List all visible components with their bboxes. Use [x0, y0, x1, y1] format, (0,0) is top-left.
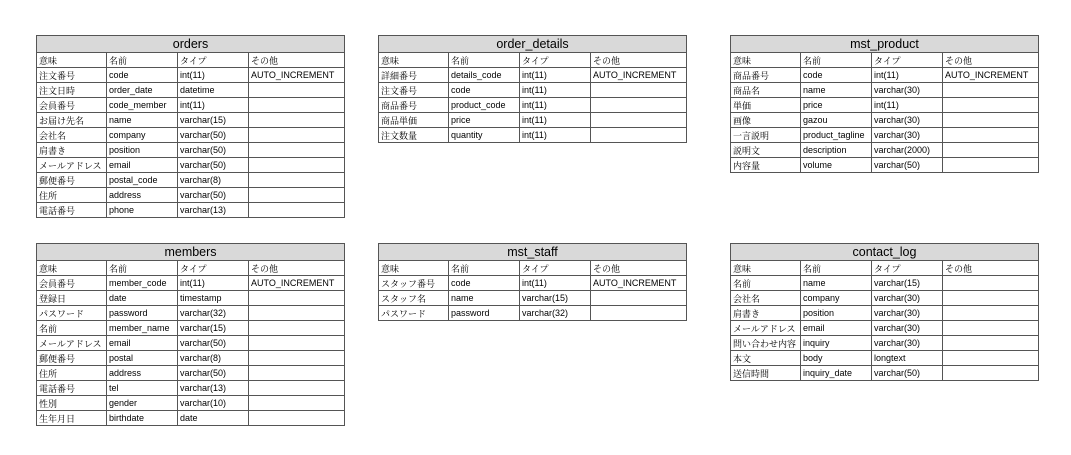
column-header: 名前: [107, 261, 178, 276]
table-cell: 肩書き: [731, 306, 801, 321]
table-cell: [249, 306, 345, 321]
table-cell: order_date: [107, 83, 178, 98]
table-row: [731, 158, 1039, 173]
table-cell: 画像: [731, 113, 801, 128]
column-header: その他: [249, 53, 345, 68]
table-cell: member_name: [107, 321, 178, 336]
table-cell: varchar(30): [872, 321, 943, 336]
table-cell: [249, 143, 345, 158]
table-title: mst_staff: [379, 244, 687, 261]
table-cell: 詳細番号: [379, 68, 449, 83]
table-cell: [943, 336, 1039, 351]
table-cell: varchar(50): [178, 188, 249, 203]
table-title-row: [731, 36, 1039, 53]
table-cell: 会社名: [37, 128, 107, 143]
table-cell: position: [801, 306, 872, 321]
table-cell: description: [801, 143, 872, 158]
table-cell: datetime: [178, 83, 249, 98]
table-cell: スタッフ番号: [379, 276, 449, 291]
table-cell: [943, 291, 1039, 306]
table-row: [37, 98, 345, 113]
table-row: [37, 128, 345, 143]
table-row: [731, 291, 1039, 306]
table-cell: int(11): [520, 128, 591, 143]
table-cell: [591, 306, 687, 321]
table-mst-staff: [378, 243, 687, 321]
table-cell: code: [107, 68, 178, 83]
table-cell: 内容量: [731, 158, 801, 173]
table-cell: 住所: [37, 188, 107, 203]
table-cell: address: [107, 366, 178, 381]
table-cell: inquiry: [801, 336, 872, 351]
table-cell: [249, 291, 345, 306]
table-row: [731, 143, 1039, 158]
table-cell: [943, 276, 1039, 291]
table-title-row: [379, 244, 687, 261]
table-cell: [943, 351, 1039, 366]
table-row: [731, 321, 1039, 336]
table-cell: password: [449, 306, 520, 321]
table-cell: tel: [107, 381, 178, 396]
table-row: [379, 83, 687, 98]
table-header-row: [37, 53, 345, 68]
table-title: contact_log: [731, 244, 1039, 261]
table-cell: AUTO_INCREMENT: [249, 68, 345, 83]
table-cell: date: [107, 291, 178, 306]
table-cell: int(11): [872, 98, 943, 113]
column-header: その他: [591, 53, 687, 68]
table-cell: varchar(15): [178, 321, 249, 336]
table-row: [37, 336, 345, 351]
table-cell: position: [107, 143, 178, 158]
table-cell: [943, 366, 1039, 381]
column-header: 名前: [801, 53, 872, 68]
table-cell: メールアドレス: [37, 336, 107, 351]
table-cell: details_code: [449, 68, 520, 83]
table-cell: gazou: [801, 113, 872, 128]
table-row: [37, 351, 345, 366]
column-header: 名前: [801, 261, 872, 276]
column-header: その他: [943, 53, 1039, 68]
table-cell: varchar(30): [872, 113, 943, 128]
table-cell: 注文番号: [37, 68, 107, 83]
table-cell: varchar(32): [178, 306, 249, 321]
table-row: [731, 113, 1039, 128]
table-cell: int(11): [520, 113, 591, 128]
table-cell: 注文数量: [379, 128, 449, 143]
table-row: [731, 98, 1039, 113]
table-row: [731, 128, 1039, 143]
table-row: [37, 321, 345, 336]
table-cell: varchar(50): [872, 158, 943, 173]
table-title-row: [379, 36, 687, 53]
table-cell: name: [801, 83, 872, 98]
table-cell: varchar(10): [178, 396, 249, 411]
table-cell: 名前: [731, 276, 801, 291]
table-orders: [36, 35, 345, 218]
table-cell: [249, 158, 345, 173]
table-cell: [249, 173, 345, 188]
table-cell: postal_code: [107, 173, 178, 188]
column-header: タイプ: [872, 261, 943, 276]
table-cell: code: [449, 83, 520, 98]
table-cell: longtext: [872, 351, 943, 366]
table-cell: int(11): [520, 98, 591, 113]
table-cell: body: [801, 351, 872, 366]
table-cell: 会員番号: [37, 98, 107, 113]
table-cell: varchar(15): [178, 113, 249, 128]
table-cell: 商品名: [731, 83, 801, 98]
table-cell: varchar(50): [178, 158, 249, 173]
table-cell: product_code: [449, 98, 520, 113]
table-row: [379, 276, 687, 291]
table-row: [379, 291, 687, 306]
table-cell: company: [801, 291, 872, 306]
table-row: [37, 203, 345, 218]
table-cell: int(11): [520, 68, 591, 83]
table-cell: int(11): [178, 98, 249, 113]
table-cell: 電話番号: [37, 203, 107, 218]
table-cell: name: [107, 113, 178, 128]
table-cell: email: [801, 321, 872, 336]
table-title: members: [37, 244, 345, 261]
table-row: [731, 336, 1039, 351]
table-cell: varchar(50): [178, 336, 249, 351]
table-cell: email: [107, 336, 178, 351]
table-header-row: [379, 53, 687, 68]
table-cell: varchar(50): [872, 366, 943, 381]
column-header: 意味: [731, 261, 801, 276]
table-cell: パスワード: [379, 306, 449, 321]
table-title-row: [37, 36, 345, 53]
column-header: 意味: [379, 261, 449, 276]
table-cell: 商品単価: [379, 113, 449, 128]
table-row: [379, 113, 687, 128]
table-row: [37, 83, 345, 98]
column-header: タイプ: [520, 53, 591, 68]
table-cell: 住所: [37, 366, 107, 381]
table-cell: [249, 188, 345, 203]
table-cell: [591, 291, 687, 306]
column-header: 名前: [449, 261, 520, 276]
table-row: [379, 98, 687, 113]
table-title-row: [731, 244, 1039, 261]
table-cell: 本文: [731, 351, 801, 366]
table-row: [37, 411, 345, 426]
column-header: 意味: [379, 53, 449, 68]
table-cell: int(11): [178, 276, 249, 291]
table-cell: 生年月日: [37, 411, 107, 426]
table-cell: varchar(30): [872, 291, 943, 306]
table-cell: メールアドレス: [731, 321, 801, 336]
table-cell: postal: [107, 351, 178, 366]
table-cell: [249, 83, 345, 98]
table-row: [731, 351, 1039, 366]
table-cell: member_code: [107, 276, 178, 291]
table-cell: varchar(30): [872, 336, 943, 351]
table-cell: [249, 113, 345, 128]
table-row: [37, 291, 345, 306]
table-cell: 単価: [731, 98, 801, 113]
table-cell: varchar(50): [178, 128, 249, 143]
table-cell: quantity: [449, 128, 520, 143]
table-cell: name: [801, 276, 872, 291]
table-cell: varchar(30): [872, 128, 943, 143]
table-cell: [249, 396, 345, 411]
table-cell: date: [178, 411, 249, 426]
table-header-row: [731, 53, 1039, 68]
table-cell: 説明文: [731, 143, 801, 158]
table-cell: int(11): [178, 68, 249, 83]
table-contact-log: [730, 243, 1039, 381]
table-cell: 商品番号: [379, 98, 449, 113]
table-cell: phone: [107, 203, 178, 218]
column-header: その他: [943, 261, 1039, 276]
table-cell: price: [449, 113, 520, 128]
table-row: [37, 188, 345, 203]
table-cell: code: [449, 276, 520, 291]
table-cell: [249, 336, 345, 351]
table-cell: [943, 158, 1039, 173]
table-row: [37, 366, 345, 381]
table-cell: 問い合わせ内容: [731, 336, 801, 351]
table-row: [379, 68, 687, 83]
table-cell: 登録日: [37, 291, 107, 306]
table-cell: [249, 98, 345, 113]
column-header: その他: [591, 261, 687, 276]
table-cell: varchar(13): [178, 381, 249, 396]
table-cell: パスワード: [37, 306, 107, 321]
table-title: order_details: [379, 36, 687, 53]
table-cell: メールアドレス: [37, 158, 107, 173]
table-cell: timestamp: [178, 291, 249, 306]
table-cell: [943, 321, 1039, 336]
table-cell: email: [107, 158, 178, 173]
table-title: orders: [37, 36, 345, 53]
table-cell: お届け先名: [37, 113, 107, 128]
table-cell: [943, 98, 1039, 113]
table-row: [37, 143, 345, 158]
table-row: [731, 276, 1039, 291]
column-header: タイプ: [520, 261, 591, 276]
table-cell: code: [801, 68, 872, 83]
table-cell: varchar(8): [178, 351, 249, 366]
table-mst-product: [730, 35, 1039, 173]
table-row: [37, 306, 345, 321]
table-cell: AUTO_INCREMENT: [591, 68, 687, 83]
table-cell: [591, 113, 687, 128]
table-cell: varchar(50): [178, 143, 249, 158]
table-cell: varchar(15): [872, 276, 943, 291]
table-cell: int(11): [872, 68, 943, 83]
table-row: [731, 68, 1039, 83]
table-cell: [591, 128, 687, 143]
table-cell: 郵便番号: [37, 173, 107, 188]
table-cell: 会員番号: [37, 276, 107, 291]
table-title: mst_product: [731, 36, 1039, 53]
table-cell: [249, 351, 345, 366]
table-cell: [943, 306, 1039, 321]
table-cell: [249, 366, 345, 381]
table-row: [37, 173, 345, 188]
table-cell: int(11): [520, 276, 591, 291]
table-cell: varchar(15): [520, 291, 591, 306]
table-cell: [249, 381, 345, 396]
column-header: 名前: [107, 53, 178, 68]
table-row: [731, 306, 1039, 321]
table-cell: 肩書き: [37, 143, 107, 158]
table-row: [37, 381, 345, 396]
table-row: [379, 128, 687, 143]
table-cell: int(11): [520, 83, 591, 98]
table-cell: 注文番号: [379, 83, 449, 98]
table-row: [37, 158, 345, 173]
table-header-row: [731, 261, 1039, 276]
table-cell: 商品番号: [731, 68, 801, 83]
column-header: 意味: [731, 53, 801, 68]
table-cell: name: [449, 291, 520, 306]
table-cell: 会社名: [731, 291, 801, 306]
column-header: タイプ: [178, 261, 249, 276]
column-header: 意味: [37, 261, 107, 276]
table-row: [379, 306, 687, 321]
table-cell: [249, 411, 345, 426]
table-cell: varchar(13): [178, 203, 249, 218]
table-row: [37, 276, 345, 291]
table-cell: AUTO_INCREMENT: [943, 68, 1039, 83]
table-order-details: [378, 35, 687, 143]
table-cell: 電話番号: [37, 381, 107, 396]
table-title-row: [37, 244, 345, 261]
table-cell: [249, 203, 345, 218]
table-cell: varchar(8): [178, 173, 249, 188]
table-row: [731, 366, 1039, 381]
column-header: 名前: [449, 53, 520, 68]
table-cell: company: [107, 128, 178, 143]
table-cell: gender: [107, 396, 178, 411]
table-cell: 郵便番号: [37, 351, 107, 366]
table-members: [36, 243, 345, 426]
table-cell: password: [107, 306, 178, 321]
table-row: [731, 83, 1039, 98]
table-cell: [943, 128, 1039, 143]
table-cell: [943, 113, 1039, 128]
table-cell: 性別: [37, 396, 107, 411]
table-cell: 送信時間: [731, 366, 801, 381]
table-cell: inquiry_date: [801, 366, 872, 381]
table-cell: varchar(32): [520, 306, 591, 321]
table-cell: 注文日時: [37, 83, 107, 98]
table-cell: [943, 143, 1039, 158]
table-cell: スタッフ名: [379, 291, 449, 306]
table-cell: varchar(30): [872, 306, 943, 321]
table-cell: 名前: [37, 321, 107, 336]
column-header: 意味: [37, 53, 107, 68]
table-cell: AUTO_INCREMENT: [591, 276, 687, 291]
table-cell: birthdate: [107, 411, 178, 426]
column-header: タイプ: [178, 53, 249, 68]
table-row: [37, 68, 345, 83]
table-row: [37, 113, 345, 128]
table-header-row: [37, 261, 345, 276]
table-cell: varchar(30): [872, 83, 943, 98]
table-cell: volume: [801, 158, 872, 173]
table-cell: address: [107, 188, 178, 203]
table-row: [37, 396, 345, 411]
column-header: タイプ: [872, 53, 943, 68]
table-cell: code_member: [107, 98, 178, 113]
column-header: その他: [249, 261, 345, 276]
table-cell: [249, 128, 345, 143]
table-cell: 一言説明: [731, 128, 801, 143]
table-cell: price: [801, 98, 872, 113]
table-cell: [943, 83, 1039, 98]
table-cell: [591, 83, 687, 98]
table-cell: product_tagline: [801, 128, 872, 143]
table-cell: varchar(2000): [872, 143, 943, 158]
table-cell: varchar(50): [178, 366, 249, 381]
table-cell: [591, 98, 687, 113]
table-cell: [249, 321, 345, 336]
table-header-row: [379, 261, 687, 276]
table-cell: AUTO_INCREMENT: [249, 276, 345, 291]
